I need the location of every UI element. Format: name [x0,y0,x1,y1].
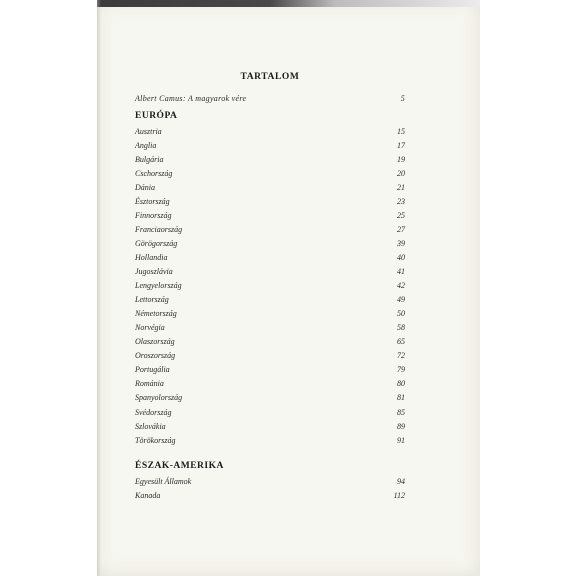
toc-entry-label: Finnország [135,210,172,220]
toc-entry [135,138,405,152]
toc-entry-label: Franciaország [135,224,183,234]
toc-entry-label: Hollandia [135,252,168,262]
section-heading-europa: EURÓPA [135,111,178,122]
toc-entry-page: 40 [397,252,405,262]
toc-entry-page: 41 [397,267,405,277]
toc-entry-page: 72 [397,351,405,361]
toc-entry-page: 94 [397,476,405,486]
toc-entry-label: Norvégia [135,323,165,333]
toc-entry-label: Észtország [135,196,170,206]
toc-entry-page: 21 [397,182,405,192]
toc-entry-label: Kanada [135,490,161,500]
page-gutter-shadow [97,0,101,576]
toc-entry-label: Portugália [135,365,170,375]
toc-entry-page: 50 [397,309,405,319]
toc-entry [135,488,405,502]
toc-entry-label: Dánia [135,182,155,192]
toc-entry [135,236,405,250]
toc-entry-page: 23 [397,196,405,206]
toc-entry-page: 39 [397,238,405,248]
toc-entry-page: 81 [397,393,405,403]
section-list-europa [135,124,405,447]
toc-entry [135,363,405,377]
toc-entry-page: 20 [397,168,405,178]
toc-entry [135,307,405,321]
toc-entry-label: Görögország [135,238,178,248]
toc-entry [135,419,405,433]
toc-entry-label: Jugoszlávia [135,267,173,277]
toc-entry [135,391,405,405]
toc-entry-page: 27 [397,224,405,234]
toc-entry [135,433,405,447]
toc-entry [135,166,405,180]
toc-entry [135,152,405,166]
toc-entry-label: Olaszország [135,337,175,347]
toc-entry [135,405,405,419]
toc-entry-label: Lettország [135,295,169,305]
toc-entry [135,250,405,264]
toc-entry-page: 89 [397,421,405,431]
toc-entry-label: Oroszország [135,351,176,361]
toc-entry [135,180,405,194]
toc-entry-page: 19 [397,154,405,164]
toc-entry [135,321,405,335]
toc-entry-label: Szlovákia [135,421,166,431]
toc-entry [135,335,405,349]
toc-entry [135,265,405,279]
section-list-eszak-amerika [135,474,405,502]
toc-entry [135,474,405,488]
toc-entry-page: 65 [397,337,405,347]
toc-entry-page: 85 [397,407,405,417]
section-heading-eszak-amerika: ÉSZAK-AMERIKA [135,461,224,472]
toc-entry-label: Egyesült Államok [135,476,192,486]
toc-entry [135,279,405,293]
toc-entry-page: 25 [397,210,405,220]
page-top-edge [97,0,480,7]
toc-entry-page: 17 [397,140,405,150]
toc-entry-label: Bulgária [135,154,164,164]
toc-entry-page: 49 [397,295,405,305]
toc-entry-label: Németország [135,309,177,319]
toc-entry-label: Svédország [135,407,172,417]
toc-entry-page: 15 [397,126,405,136]
toc-entry [135,222,405,236]
toc-entry-label: Románia [135,379,164,389]
toc-entry [135,293,405,307]
toc-entry-page: 112 [393,490,405,500]
toc-entry-intro [135,91,405,105]
toc-entry-label: Albert Camus: A magyarok vére [135,93,247,103]
toc-entry [135,377,405,391]
toc-entry [135,124,405,138]
toc-entry-page: 79 [397,365,405,375]
toc-entry-page: 42 [397,281,405,291]
toc-entry-page: 80 [397,379,405,389]
toc-entry-label: Cschország [135,168,173,178]
toc-entry [135,208,405,222]
toc-entry [135,349,405,363]
toc-entry-label: Anglia [135,140,157,150]
table-of-contents [135,70,405,502]
toc-entry [135,194,405,208]
toc-entry-page: 91 [397,435,405,445]
toc-entry-page: 58 [397,323,405,333]
toc-entry-label: Spanyolország [135,393,183,403]
toc-entry-page: 5 [400,93,405,103]
toc-entry-label: Törökország [135,435,176,445]
toc-entry-label: Lengyelország [135,281,182,291]
toc-entry-label: Ausztria [135,126,162,136]
toc-title: TARTALOM [240,72,300,82]
